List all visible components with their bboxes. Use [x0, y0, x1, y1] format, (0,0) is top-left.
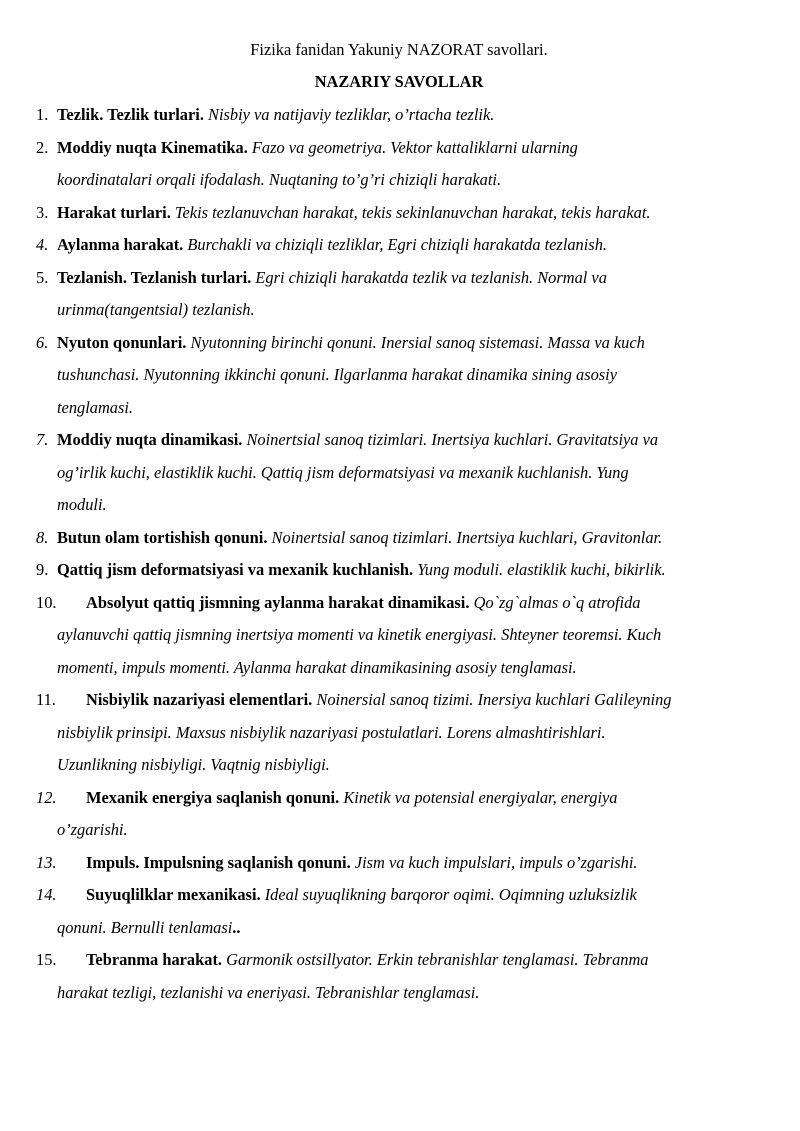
question-description: moduli.: [57, 495, 107, 514]
question-line: [57, 749, 762, 782]
question-number: 9.: [36, 560, 49, 579]
question-line: [57, 814, 762, 847]
question-line: [57, 229, 762, 262]
question-line: [86, 587, 762, 620]
question-topic: Absolyut qattiq jismning aylanma harakat dinamikasi.: [86, 592, 470, 612]
question-number: 15.: [36, 950, 57, 969]
section-heading: NAZARIY SAVOLLAR: [314, 72, 484, 91]
question-topic: Moddiy nuqta dinamikasi.: [57, 430, 243, 449]
question-line: [57, 164, 762, 197]
question-item: [36, 782, 762, 847]
question-description: Uzunlikning nisbiyligi. Vaqtnig nisbiyligi.: [57, 755, 330, 774]
question-line: [57, 652, 762, 685]
question-line: [57, 424, 762, 457]
question-line: [57, 912, 762, 945]
question-description: Nisbiy va natijaviy tezliklar, o’rtacha tezlik.: [208, 105, 495, 124]
question-description: Jism va kuch impulslari, impuls o’zgarishi.: [354, 852, 638, 872]
question-description: urinma(tangentsial) tezlanish.: [57, 300, 255, 319]
question-item: [36, 262, 762, 327]
question-line: [86, 847, 762, 880]
question-description: Noinertsial sanoq tizimlari. Inertsiya kuchlari. Gravitatsiya va: [246, 430, 659, 449]
question-topic: Suyuqlilklar mexanikasi.: [86, 885, 261, 904]
question-item: [36, 522, 762, 555]
question-description: Kinetik va potensial energiyalar, energiya: [343, 787, 618, 807]
question-description: Egri chiziqli harakatda tezlik va tezlanish. Normal va: [255, 267, 607, 287]
question-topic: Nyuton qonunlari.: [57, 332, 187, 352]
question-line: [57, 392, 762, 425]
question-description: Tekis tezlanuvchan harakat, tekis sekinlanuvchan harakat, tekis harakat.: [174, 202, 651, 222]
document-title: Fizika fanidan Yakuniy NAZORAT savollari.: [250, 40, 548, 59]
question-description: Fazo va geometriya. Vektor kattaliklarni ularning: [251, 137, 578, 157]
question-topic: Aylanma harakat.: [57, 235, 184, 254]
question-tail: ..: [232, 917, 241, 937]
question-number: 7.: [36, 430, 49, 449]
question-description: Noinersial sanoq tizimi. Inersiya kuchlari Galileyning: [316, 690, 672, 709]
question-number: 10.: [36, 592, 57, 612]
question-line: [57, 262, 762, 295]
question-item: [36, 879, 762, 944]
question-line: [57, 359, 762, 392]
question-topic: Tebranma harakat.: [86, 950, 222, 969]
question-line: [86, 879, 762, 912]
question-description: koordinatalari orqali ifodalash. Nuqtaning to’g’ri chiziqli harakati.: [57, 170, 502, 189]
question-description: o’zgarishi.: [57, 820, 128, 839]
question-item: [36, 424, 762, 522]
question-item: [36, 327, 762, 425]
question-line: [57, 457, 762, 490]
question-topic: Nisbiylik nazariyasi elementlari.: [86, 690, 313, 709]
question-line: [57, 717, 762, 750]
question-line: [57, 99, 762, 132]
question-description: Garmonik ostsillyator. Erkin tebranishlar tenglamasi. Tebranma: [226, 950, 649, 969]
question-number: 12.: [36, 787, 57, 807]
question-number: 13.: [36, 852, 57, 872]
question-number: 4.: [36, 235, 49, 254]
question-line: [57, 327, 762, 360]
question-line: [86, 782, 762, 815]
question-line: [57, 554, 762, 587]
question-number: 3.: [36, 202, 49, 222]
question-list: [36, 99, 762, 1009]
question-topic: Tezlanish. Tezlanish turlari.: [57, 267, 252, 287]
question-number: 1.: [36, 105, 49, 124]
question-description: nisbiylik prinsipi. Maxsus nisbiylik nazariyasi postulatlari. Lorens almashtirishlari.: [57, 722, 606, 742]
question-description: qonuni. Bernulli tenlamasi: [57, 917, 233, 937]
question-line: [57, 977, 762, 1010]
question-topic: Butun olam tortishish qonuni.: [57, 527, 268, 547]
question-item: [36, 132, 762, 197]
question-line: [57, 489, 762, 522]
question-line: [57, 619, 762, 652]
question-description: aylanuvchi qattiq jismning inertsiya momenti va kinetik energiyasi. Shteyner teoremsi. Kuch: [57, 625, 662, 644]
question-description: Noinertsial sanoq tizimlari. Inertsiya kuchlari, Gravitonlar.: [271, 527, 663, 547]
question-line: [57, 132, 762, 165]
question-item: [36, 684, 762, 782]
question-description: og’irlik kuchi, elastiklik kuchi. Qattiq jism deformatsiyasi va mexanik kuchlanish. Yung: [57, 462, 629, 482]
question-line: [57, 294, 762, 327]
question-description: momenti, impuls momenti. Aylanma harakat dinamikasining asosiy tenglamasi.: [57, 657, 577, 677]
question-description: harakat tezligi, tezlanishi va eneriyasi. Tebranishlar tenglamasi.: [57, 982, 480, 1002]
question-topic: Impuls. Impulsning saqlanish qonuni.: [86, 852, 351, 872]
question-line: [86, 684, 762, 717]
question-description: Burchakli va chiziqli tezliklar, Egri chiziqli harakatda tezlanish.: [187, 235, 607, 254]
question-number: 5.: [36, 267, 49, 287]
question-number: 6.: [36, 332, 49, 352]
question-topic: Mexanik energiya saqlanish qonuni.: [86, 787, 340, 807]
question-topic: Harakat turlari.: [57, 202, 171, 222]
question-description: Yung moduli. elastiklik kuchi, bikirlik.: [417, 560, 666, 579]
question-description: tushunchasi. Nyutonning ikkinchi qonuni. Ilgarlanma harakat dinamika sining asosiy: [57, 365, 617, 384]
question-line: [57, 522, 762, 555]
question-item: [36, 554, 762, 587]
question-number: 11.: [36, 690, 56, 709]
question-description: Ideal suyuqlikning barqoror oqimi. Oqimning uzluksizlik: [264, 885, 637, 904]
question-description: tenglamasi.: [57, 397, 134, 417]
question-line: [86, 944, 762, 977]
question-item: [36, 944, 762, 1009]
question-line: [57, 197, 762, 230]
question-item: [36, 229, 762, 262]
question-item: [36, 197, 762, 230]
question-number: 8.: [36, 527, 49, 547]
question-topic: Tezlik. Tezlik turlari.: [57, 105, 204, 124]
question-item: [36, 587, 762, 685]
question-description: Nyutonning birinchi qonuni. Inersial sanoq sistemasi. Massa va kuch: [190, 332, 645, 352]
question-topic: Qattiq jism deformatsiyasi va mexanik kuchlanish.: [57, 560, 414, 579]
question-item: [36, 847, 762, 880]
question-description: Qo`zg`almas o`q atrofida: [473, 592, 641, 612]
question-topic: Moddiy nuqta Kinematika.: [57, 137, 248, 157]
question-number: 14.: [36, 885, 57, 904]
question-number: 2.: [36, 137, 49, 157]
question-item: [36, 99, 762, 132]
